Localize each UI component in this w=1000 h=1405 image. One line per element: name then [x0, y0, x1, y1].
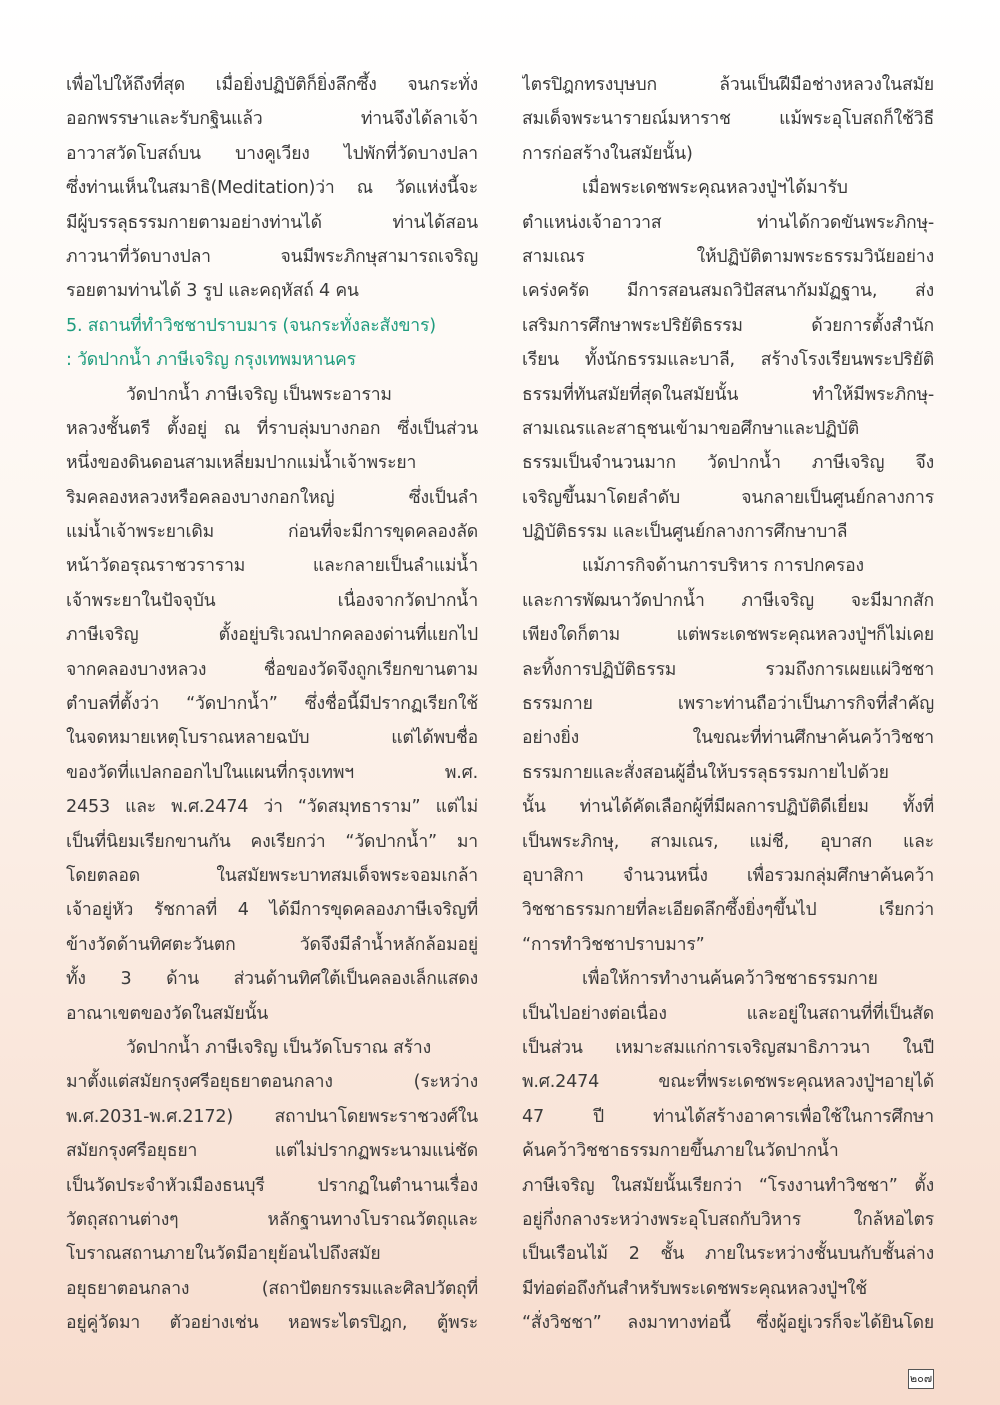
- text-line: วัดปากน้ำ ภาษีเจริญ เป็นวัดโบราณ สร้าง: [126, 1037, 431, 1058]
- text-line: เสริมการศึกษาพระปริยัติธรรม ด้วยการตั้งสำนัก: [522, 315, 934, 336]
- text-line: เจริญขึ้นมาโดยลำดับ จนกลายเป็นศูนย์กลางการ: [522, 487, 934, 508]
- text-line: ภาษีเจริญ ตั้งอยู่บริเวณปากคลองด่านที่แยกไป: [66, 625, 478, 646]
- text-line: เป็นวัดประจำหัวเมืองธนบุรี ปรากฏในตำนานเรื่อง: [66, 1175, 478, 1196]
- text-line: เรียน ทั้งนักธรรมและบาลี, สร้างโรงเรียนพระปริยัติ: [522, 350, 934, 371]
- text-line: 47 ปี ท่านได้สร้างอาคารเพื่อใช้ในการศึกษา: [522, 1106, 934, 1127]
- text-line: มีท่อต่อถึงกันสำหรับพระเดชพระคุณหลวงปู่ฯใช้: [522, 1278, 868, 1299]
- text-line: สมเด็จพระนารายณ์มหาราช แม้พระอุโบสถก็ใช้วิธี: [522, 109, 934, 130]
- text-line: สามเณร ให้ปฏิบัติตามพระธรรมวินัยอย่าง: [522, 246, 934, 267]
- section-heading-line: : วัดปากน้ำ ภาษีเจริญ กรุงเทพมหานคร: [66, 350, 356, 371]
- text-line: “การทำวิชชาปราบมาร”: [522, 934, 705, 955]
- text-line: สามเณรและสาธุชนเข้ามาขอศึกษาและปฏิบัติ: [522, 418, 859, 439]
- text-line: การก่อสร้างในสมัยนั้น): [522, 143, 693, 164]
- left-text-column: [66, 68, 478, 1340]
- text-line: อาวาสวัดโบสถ์บน บางคูเวียง ไปพักที่วัดบางปลา: [66, 143, 478, 164]
- text-line: สมัยกรุงศรีอยุธยา แต่ไม่ปรากฏพระนามแน่ชัด: [66, 1141, 478, 1162]
- text-line: อุบาสิกา จำนวนหนึ่ง เพื่อรวมกลุ่มศึกษาค้นคว้า: [522, 865, 934, 886]
- text-line: ธรรมกาย เพราะท่านถือว่าเป็นภารกิจที่สำคัญ: [522, 694, 934, 715]
- text-line: มีผู้บรรลุธรรมกายตามอย่างท่านได้ ท่านได้สอน: [66, 212, 478, 233]
- text-line: ออกพรรษาและรับกฐินแล้ว ท่านจึงได้ลาเจ้า: [66, 109, 478, 130]
- text-line: 2453 และ พ.ศ.2474 ว่า “วัดสมุทธาราม” แต่ไม่: [66, 797, 478, 818]
- text-line: โดยตลอด ในสมัยพระบาทสมเด็จพระจอมเกล้า: [66, 865, 478, 886]
- text-line: ค้นคว้าวิชชาธรรมกายขึ้นภายในวัดปากน้ำ: [522, 1141, 839, 1162]
- text-line: เป็นพระภิกษุ, สามเณร, แม่ชี, อุบาสก และ: [522, 831, 934, 852]
- text-line: อยุธยาตอนกลาง (สถาปัตยกรรมและศิลปวัตถุที่: [66, 1278, 478, 1299]
- text-line: ธรรมที่ทันสมัยที่สุดในสมัยนั้น ทำให้มีพระภิกษุ-: [522, 384, 934, 405]
- text-line: ไตรปิฎกทรงบุษบก ล้วนเป็นฝีมือช่างหลวงในสมัย: [522, 75, 934, 95]
- text-line: ปฏิบัติธรรม และเป็นศูนย์กลางการศึกษาบาลี: [522, 522, 848, 543]
- text-line: เพียงใดก็ตาม แต่พระเดชพระคุณหลวงปู่ฯก็ไม่เคย: [522, 625, 934, 646]
- text-line: วิชชาธรรมกายที่ละเอียดลึกซึ้งยิ่งๆขึ้นไป เรียกว่า: [522, 900, 934, 921]
- text-line: เจ้าอยู่หัว รัชกาลที่ 4 ได้มีการขุดคลองภาษีเจริญที่: [66, 900, 478, 921]
- text-line: เคร่งครัด มีการสอนสมถวิปัสสนากัมมัฏฐาน, ส่ง: [522, 281, 934, 302]
- text-line: ริมคลองหลวงหรือคลองบางกอกใหญ่ ซึ่งเป็นลำ: [66, 487, 478, 508]
- text-line: วัดปากน้ำ ภาษีเจริญ เป็นพระอาราม: [126, 384, 392, 405]
- text-line: แม้ภารกิจด้านการบริหาร การปกครอง: [582, 556, 864, 577]
- page-number: ๒๐๗: [908, 1369, 934, 1389]
- text-line: อยู่กึ่งกลางระหว่างพระอุโบสถกับวิหาร ใกล้หอไตร: [522, 1209, 934, 1230]
- text-line: อย่างยิ่ง ในขณะที่ท่านศึกษาค้นคว้าวิชชา: [522, 728, 934, 749]
- text-line: ซึ่งท่านเห็นในสมาธิ(Meditation)ว่า ณ วัดแห่งนี้จะ: [66, 178, 478, 199]
- text-line: เป็นส่วน เหมาะสมแก่การเจริญสมาธิภาวนา ในปี: [522, 1037, 934, 1058]
- text-line: เจ้าพระยาในปัจจุบัน เนื่องจากวัดปากน้ำ: [66, 590, 478, 611]
- text-line: ของวัดที่แปลกออกไปในแผนที่กรุงเทพฯ พ.ศ.: [66, 762, 478, 783]
- text-line: หนึ่งของดินดอนสามเหลี่ยมปากแม่น้ำเจ้าพระยา: [66, 453, 417, 474]
- text-line: และการพัฒนาวัดปากน้ำ ภาษีเจริญ จะมีมากสัก: [522, 590, 934, 611]
- text-line: ทั้ง 3 ด้าน ส่วนด้านทิศใต้เป็นคลองเล็กแสดง: [66, 969, 478, 990]
- text-line: ตำบลที่ตั้งว่า “วัดปากน้ำ” ซึ่งชื่อนี้มีปรากฏเรียกใช้: [66, 694, 478, 715]
- text-line: หลวงชั้นตรี ตั้งอยู่ ณ ที่ราบลุ่มบางกอก ซึ่งเป็นส่วน: [66, 418, 478, 439]
- text-line: พ.ศ.2474 ขณะที่พระเดชพระคุณหลวงปู่ฯอายุได้: [522, 1072, 934, 1093]
- text-line: เป็นไปอย่างต่อเนื่อง และอยู่ในสถานที่ที่เป็นสัด: [522, 1003, 934, 1024]
- text-line: อาณาเขตของวัดในสมัยนั้น: [66, 1003, 269, 1024]
- text-line: เป็นเรือนไม้ 2 ชั้น ภายในระหว่างชั้นบนกับชั้นล่าง: [522, 1244, 934, 1265]
- text-line: ตำแหน่งเจ้าอาวาส ท่านได้กวดขันพระภิกษุ-: [522, 212, 934, 233]
- text-line: แม่น้ำเจ้าพระยาเดิม ก่อนที่จะมีการขุดคลองลัด: [66, 522, 478, 543]
- text-line: โบราณสถานภายในวัดมีอายุย้อนไปถึงสมัย: [66, 1244, 381, 1265]
- text-line: เป็นที่นิยมเรียกขานกัน คงเรียกว่า “วัดปากน้ำ” มา: [66, 831, 478, 852]
- text-line: รอยตามท่านได้ 3 รูป และคฤหัสถ์ 4 คน: [66, 281, 359, 302]
- right-text-column: [522, 68, 934, 1340]
- text-line: เพื่อให้การทำงานค้นคว้าวิชชาธรรมกาย: [582, 969, 878, 990]
- text-line: ธรรมเป็นจำนวนมาก วัดปากน้ำ ภาษีเจริญ จึง: [522, 453, 934, 474]
- text-line: เพื่อไปให้ถึงที่สุด เมื่อยิ่งปฏิบัติก็ยิ่งลึกซึ้ง จนกระทั่ง: [66, 75, 478, 95]
- text-line: ธรรมกายและสั่งสอนผู้อื่นให้บรรลุธรรมกายไปด้วย: [522, 762, 889, 783]
- text-line: ละทิ้งการปฏิบัติธรรม รวมถึงการเผยแผ่วิชชา: [522, 659, 934, 680]
- text-line: วัตถุสถานต่างๆ หลักฐานทางโบราณวัตถุและ: [66, 1209, 478, 1230]
- text-line: เมื่อพระเดชพระคุณหลวงปู่ฯได้มารับ: [582, 178, 848, 199]
- text-line: “สั่งวิชชา” ลงมาทางท่อนี้ ซึ่งผู้อยู่เวรก็จะได้ยินโดย: [522, 1313, 934, 1334]
- text-line: ในจดหมายเหตุโบราณหลายฉบับ แต่ได้พบชื่อ: [66, 728, 478, 749]
- text-line: จากคลองบางหลวง ชื่อของวัดจึงถูกเรียกขานตาม: [66, 659, 478, 680]
- text-line: ภาวนาที่วัดบางปลา จนมีพระภิกษุสามารถเจริญ: [66, 246, 478, 267]
- text-line: พ.ศ.2031-พ.ศ.2172) สถาปนาโดยพระราชวงศ์ใน: [66, 1106, 478, 1127]
- section-heading-line: 5. สถานที่ทำวิชชาปราบมาร (จนกระทั่งละสังขาร): [66, 315, 436, 336]
- text-line: ข้างวัดด้านทิศตะวันตก วัดจึงมีลำน้ำหลักล้อมอยู่: [66, 934, 478, 955]
- text-line: ภาษีเจริญ ในสมัยนั้นเรียกว่า “โรงงานทำวิชชา” ตั้ง: [522, 1175, 934, 1196]
- text-line: นั้น ท่านได้คัดเลือกผู้ที่มีผลการปฏิบัติดีเยี่ยม ทั้งที่: [522, 797, 934, 818]
- text-line: มาตั้งแต่สมัยกรุงศรีอยุธยาตอนกลาง (ระหว่าง: [66, 1072, 478, 1093]
- text-line: อยู่คู่วัดมา ตัวอย่างเช่น หอพระไตรปิฎก, ตู้พระ: [66, 1313, 478, 1334]
- text-line: หน้าวัดอรุณราชวราราม และกลายเป็นลำแม่น้ำ: [66, 556, 478, 577]
